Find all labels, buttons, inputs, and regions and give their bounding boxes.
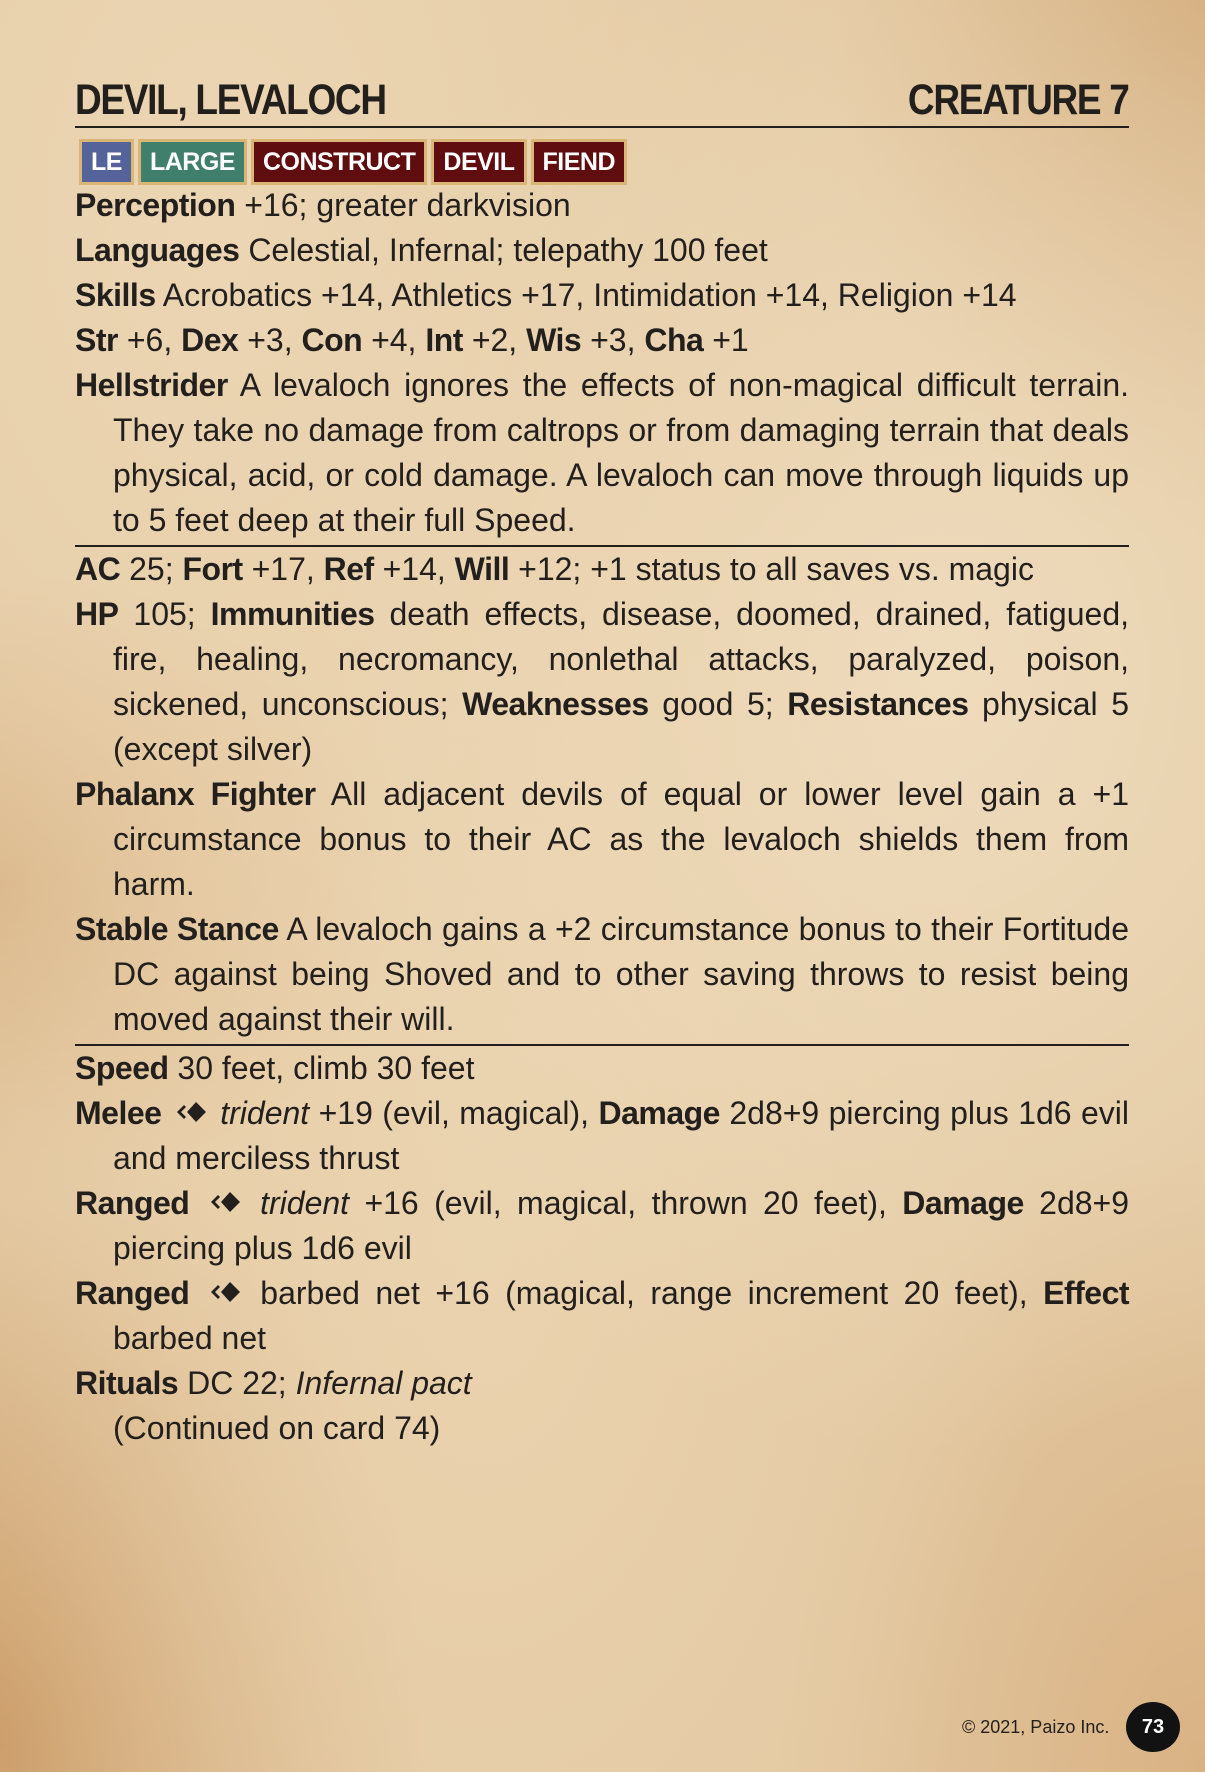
phalanx-text: All adjacent devils of equal or lower level gain a +1 circumstance bonus to their AC as the levaloch shields them from harm. — [113, 776, 1129, 902]
skills-label: Skills — [75, 277, 156, 313]
immunities-label: Immunities — [210, 596, 375, 632]
speed-value: 30 feet, climb 30 feet — [168, 1050, 475, 1086]
perception-label: Perception — [75, 187, 236, 223]
stance-text: A levaloch gains a +2 circumstance bonus to their Fortitude DC against being Shoved and to other saving throws to resist being moved against their will. — [113, 911, 1130, 1037]
weaknesses-label: Weaknesses — [462, 686, 649, 722]
effect-label: Effect — [1043, 1275, 1130, 1311]
str-value: +6, — [117, 322, 182, 358]
stat-block — [75, 66, 1129, 1451]
trait-devil: DEVIL — [431, 139, 526, 185]
speed-line — [75, 1046, 1129, 1091]
hp-value: 105; — [118, 596, 211, 632]
ref-value: +14, — [373, 551, 455, 587]
abilities-line — [75, 318, 1129, 363]
single-action-icon — [207, 1276, 243, 1308]
wis-label: Wis — [526, 322, 582, 358]
hellstrider-text: A levaloch ignores the effects of non-magical difficult terrain. They take no damage from caltrops or from damaging terrain that deals physical, acid, or cold damage. A levaloch can move through liquids up to 5 feet deep at their full Speed. — [113, 367, 1129, 538]
fort-value: +17, — [242, 551, 324, 587]
rituals-line — [75, 1361, 1129, 1406]
melee-damage: 2d8+9 piercing plus 1d6 evil and merciless thrust — [113, 1095, 1130, 1176]
phalanx-fighter-ability — [75, 772, 1129, 907]
rituals-label: Rituals — [75, 1365, 179, 1401]
phalanx-label: Phalanx Fighter — [75, 776, 316, 812]
hellstrider-ability — [75, 363, 1129, 543]
ref-label: Ref — [323, 551, 374, 587]
fort-label: Fort — [182, 551, 243, 587]
will-value: +12; +1 status to all saves vs. magic — [509, 551, 1034, 587]
skills-line — [75, 273, 1129, 318]
perception-line — [75, 183, 1129, 228]
ranged-strike-trident — [75, 1181, 1129, 1271]
con-label: Con — [301, 322, 363, 358]
ranged-label: Ranged — [75, 1185, 190, 1221]
melee-weapon: trident — [220, 1095, 310, 1131]
con-value: +4, — [362, 322, 426, 358]
ritual-name: Infernal pact — [295, 1365, 472, 1401]
hp-label: HP — [75, 596, 119, 632]
ranged-weapon: trident — [260, 1185, 350, 1221]
ranged-attack: +16 (evil, magical, thrown 20 feet), — [349, 1185, 903, 1221]
rituals-dc: DC 22; — [178, 1365, 296, 1401]
melee-attack: +19 (evil, magical), — [309, 1095, 599, 1131]
title-bar — [75, 66, 1129, 128]
ranged-label: Ranged — [75, 1275, 190, 1311]
single-action-icon — [173, 1096, 209, 1128]
dex-value: +3, — [238, 322, 302, 358]
ac-label: AC — [75, 551, 121, 587]
melee-label: Melee — [75, 1095, 162, 1131]
hellstrider-label: Hellstrider — [75, 367, 228, 403]
ranged-damage: 2d8+9 piercing plus 1d6 evil — [113, 1185, 1130, 1266]
str-label: Str — [75, 322, 118, 358]
wis-value: +3, — [581, 322, 645, 358]
ac-value: 25; — [120, 551, 183, 587]
continued-note: (Continued on card 74) — [113, 1410, 441, 1446]
perception-value: +16; greater darkvision — [235, 187, 571, 223]
resistances-label: Resistances — [787, 686, 969, 722]
speed-label: Speed — [75, 1050, 169, 1086]
melee-strike — [75, 1091, 1129, 1181]
creature-level: CREATURE 7 — [908, 76, 1129, 124]
weaknesses-value: good 5; — [648, 686, 788, 722]
languages-value: Celestial, Infernal; telepathy 100 feet — [239, 232, 768, 268]
trait-construct: CONSTRUCT — [251, 139, 427, 185]
dex-label: Dex — [181, 322, 239, 358]
page-number: 73 — [1126, 1702, 1180, 1752]
cha-label: Cha — [644, 322, 704, 358]
single-action-icon — [207, 1186, 243, 1218]
net-attack: barbed net +16 (magical, range increment 20 feet), — [260, 1275, 1044, 1311]
will-label: Will — [454, 551, 510, 587]
trait-fiend: FIEND — [531, 139, 628, 185]
languages-label: Languages — [75, 232, 240, 268]
int-label: Int — [425, 322, 463, 358]
int-value: +2, — [462, 322, 527, 358]
creature-name: DEVIL, LEVALOCH — [75, 76, 386, 124]
ranged-strike-net — [75, 1271, 1129, 1361]
copyright: © 2021, Paizo Inc. — [962, 1717, 1110, 1737]
resistances-value: physical 5 (except silver) — [113, 686, 1130, 767]
stable-stance-ability — [75, 907, 1129, 1042]
trait-size: LARGE — [138, 139, 247, 185]
stat-body — [75, 183, 1129, 1451]
ranged-damage-label: Damage — [902, 1185, 1024, 1221]
trait-list — [79, 139, 1129, 185]
defense-line — [75, 547, 1129, 592]
effect-value: barbed net — [113, 1320, 267, 1356]
immunities-value: death effects, disease, doomed, drained, fatigued, fire, healing, necromancy, nonlethal attacks, paralyzed, poison, sickened, unconscious; — [113, 596, 1129, 722]
stance-label: Stable Stance — [75, 911, 279, 947]
melee-damage-label: Damage — [598, 1095, 720, 1131]
languages-line — [75, 228, 1129, 273]
trait-alignment: LE — [79, 139, 134, 185]
hp-block — [75, 592, 1129, 772]
skills-value: Acrobatics +14, Athletics +17, Intimidation +14, Religion +14 — [155, 277, 1017, 313]
cha-value: +1 — [703, 322, 749, 358]
